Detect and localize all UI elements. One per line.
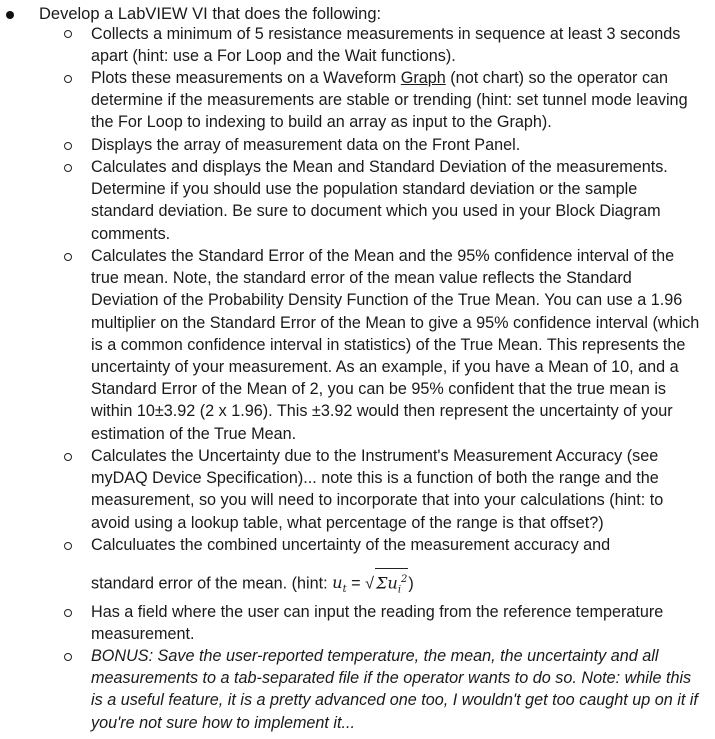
- list-item: Plots these measurements on a Waveform Graph (not chart) so the operator can determine if the measurements are stable or trending (hint: set tunnel mode leaving the For Loop to indexing to build an array as input to the Graph).: [91, 69, 688, 132]
- sub-bullet-icon: [64, 30, 72, 38]
- main-bullet-icon: [6, 11, 14, 19]
- list-item: BONUS: Save the user-reported temperature, the mean, the uncertainty and all measurements to a tab-separated file if the operator wants to do so. Note: while this is a useful feature, it is a pretty advanced one too, I wouldn't get too caught up on it if you're not sure how to implement it...: [91, 647, 698, 732]
- sub-bullet-icon: [64, 609, 72, 617]
- formula-sum: $\Sigma u_i^2$: [375, 568, 408, 602]
- sqrt-icon: √: [365, 574, 374, 593]
- sub-bullet-icon: [64, 142, 72, 150]
- main-bullet-text: Develop a LabVIEW VI that does the following:: [39, 5, 382, 23]
- list-item: Calculates the Standard Error of the Mean and the 95% confidence interval of the true mean. Note, the standard error of the mean value reflects the Standard Deviation of the Probability Density Function of the True Mean. You can use a 1.96 multiplier on the Standard Error of the Mean to give a 95% confidence interval (which is a common confidence interval in statistics) of the True Mean. This represents the uncertainty of your measurement. As an example, if you have a Mean of 10, and a Standard Error of the Mean of 2, you can be 95% confident that the true mean is within 10±3.92 (2 x 1.96). This ±3.92 would then represent the uncertainty of your estimation of the True Mean.: [91, 247, 700, 443]
- list-item: Calculates and displays the Mean and Standard Deviation of the measurements. Determine if you should use the population standard deviation or the sample standard deviation. Be sure to document which you used in your Block Diagram comments.: [91, 158, 668, 243]
- list-item: Calculates the Uncertainty due to the Instrument's Measurement Accuracy (see myDAQ Device Specification)... note this is a function of both the range and the measurement, so you will need to incorporate that into your calculations (hint: to avoid using a lookup table, what percentage of the range is that offset?): [91, 447, 664, 532]
- list-item: Displays the array of measurement data on the Front Panel.: [91, 136, 521, 154]
- sub-bullet-icon: [64, 164, 72, 172]
- sub-bullet-icon: [64, 253, 72, 261]
- formula-lhs: $u_t$: [332, 573, 347, 596]
- list-item: Calculuates the combined uncertainty of the measurement accuracy and: [91, 536, 611, 554]
- list-item: Collects a minimum of 5 resistance measurements in sequence at least 3 seconds apart (hint: use a For Loop and the Wait functions).: [91, 25, 681, 66]
- sub-bullet-icon: [64, 653, 72, 661]
- graph-link[interactable]: Graph: [400, 69, 446, 87]
- sub-bullet-icon: [64, 453, 72, 461]
- list-item: Has a field where the user can input the reading from the reference temperature measurement.: [91, 603, 664, 644]
- list-item-formula-line: standard error of the mean. (hint: $u_t$ = √ $\Sigma u_i^2$): [91, 568, 701, 602]
- sub-bullet-icon: [64, 542, 72, 550]
- sub-bullet-icon: [64, 75, 72, 83]
